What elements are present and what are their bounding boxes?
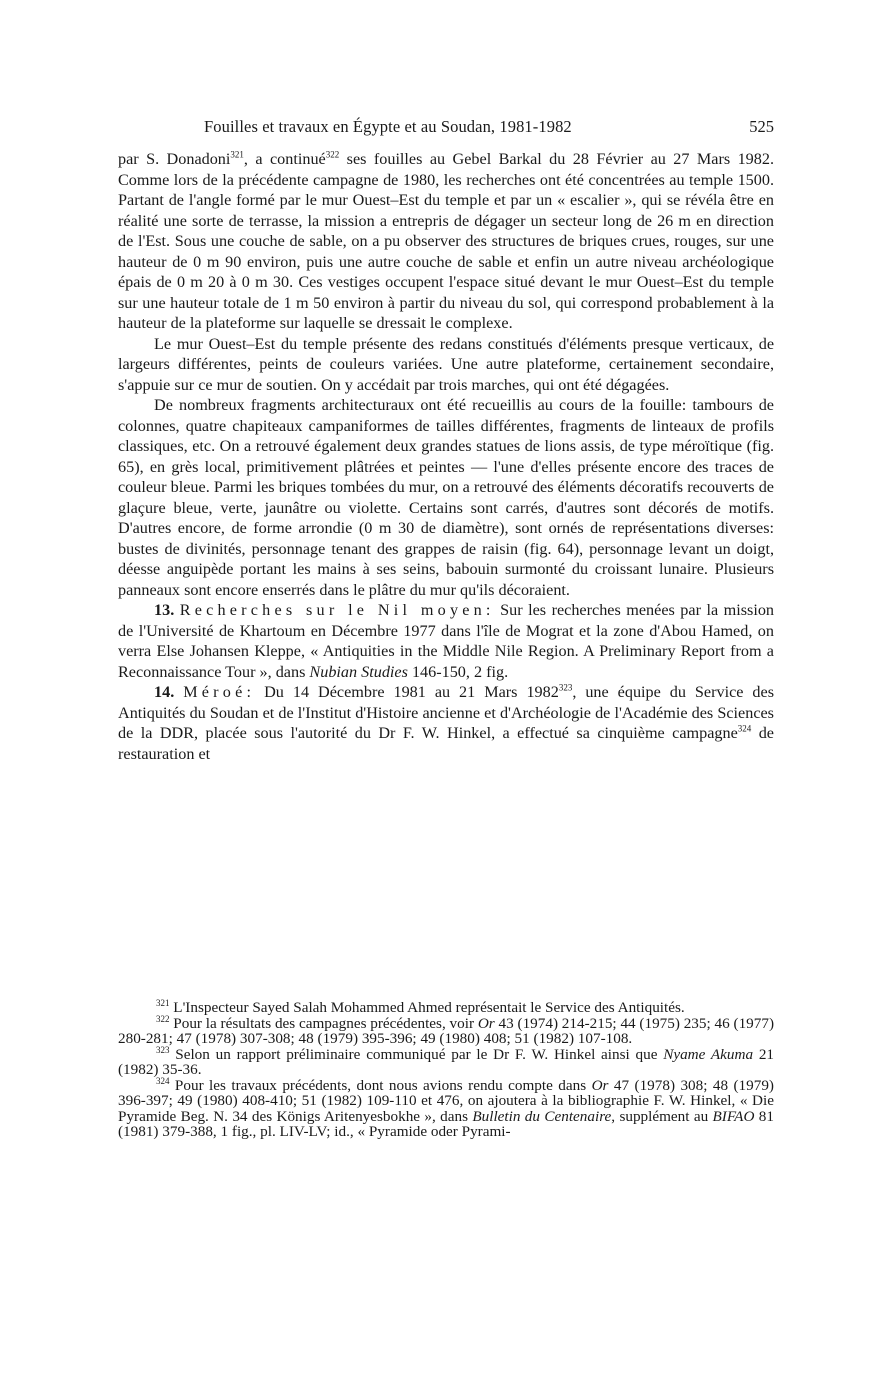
footnote-321: $^{321}$ L'Inspecteur Sayed Salah Mohammed Ahmed représentait le Service des Antiquités. <box>156 997 685 1016</box>
footnote-ref-321: 321 <box>230 149 244 160</box>
section-heading-meroe: Méroé: <box>183 683 256 701</box>
footnotes <box>118 997 775 1140</box>
paragraph-section-13: 13. Recherches sur le Nil moyen: Sur les recherches menées par la mission de l'Université de Khartoum en Décembre 1977 dans l'île de Mograt et la zone d'Abou Hamed, on verra Else Johansen Kleppe, « Antiquities in the Middle Nile Region. A Preliminary Report from a Reconnaissance Tour », dans Nubian Studies 146-150, 2 fig. <box>118 601 775 681</box>
paragraph-mur-ouest-est: Le mur Ouest–Est du temple présente des redans constitués d'éléments presque verticaux, de largeurs différentes, peints de couleurs variées. Une autre plateforme, certainement secondaire, s'appuie sur ce mur de soutien. On y accédait par trois marches, qui ont été dégagées. <box>118 334 774 394</box>
section-number-14: 14. <box>154 683 175 701</box>
footnote-322: $^{322}$ Pour la résultats des campagnes précédentes, voir Or 43 (1974) 214-215; 44 (1975) 235; 46 (1977) 280-281; 47 (1978) 307-308; 48 (1979) 395-396; 49 (1980) 408; 51 (1982) 107-108. <box>118 1013 774 1047</box>
footnote-324: $^{324}$ Pour les travaux précédents, dont nous avions rendu compte dans Or 47 (1978) 308; 48 (1979) 396-397; 49 (1980) 408-410; 51 (1982) 109-110 et 476, on ajoutera à la bibliographie F. W. Hinkel, « Die Pyramide Beg. N. 34 des Königs Aritenyesbokhe », dans Bulletin du Centenaire, supplément au BIFAO 81 (1981) 379-388, 1 fig., pl. LIV-LV; id., « Pyramide oder Pyrami- <box>118 1075 774 1140</box>
page-number: 525 <box>749 117 774 136</box>
paragraph-gebel-barkal: par S. Donadoni$^{321}$, a continué$^{322}$ ses fouilles au Gebel Barkal du 28 Février au 27 Mars 1982. Comme lors de la précédente campagne de 1980, les recherches ont été concentrées au temple 1500. Partant de l'angle formé par le mur Ouest–Est du temple et par un « escalier », qui se révéla être en réalité une sorte de terrasse, la mission a entrepris de dégager un secteur long de 26 m en direction de l'Est. Sous une couche de sable, on a pu observer des structures de briques crues, rouges, sur une hauteur de 0 m 90 environ, puis une autre couche de sable et enfin un autre niveau archéologique épais de 0 m 20 à 0 m 30. Ces vestiges occupent l'espace situé devant le mur Ouest–Est du temple sur une hauteur totale de 1 m 50 environ à partir du niveau du sol, qui correspond probablement à la hauteur de la plateforme sur laquelle se dressait le complexe. <box>118 149 774 332</box>
footnote-323: $^{323}$ Selon un rapport préliminaire communiqué par le Dr F. W. Hinkel ainsi que Nyame Akuma 21 (1982) 35-36. <box>118 1044 775 1078</box>
footnote-ref-323: 323 <box>558 682 573 693</box>
section-number-13: 13. <box>154 601 175 619</box>
running-header <box>118 117 774 139</box>
paragraph-fragments: De nombreux fragments architecturaux ont été recueillis au cours de la fouille: tambours de colonnes, quatre chapiteaux campaniformes de tailles différentes, fragments de linteaux de profils classiques, etc. On a retrouvé également deux grandes statues de lions assis, de type méroïtique (fig. 65), en grès local, primitivement plâtrées et peintes — l'une d'elles présente encore des traces de couleur bleue. Parmi les briques tombées du mur, on a retrouvé des éléments décoratifs recouverts de glaçure bleue, verte, jaunâtre ou violette. Certains sont carrés, d'autres sont décorés de motifs. D'autres encore, de forme arrondie (0 m 30 de diamètre), sont ornés de représentations diverses: bustes de divinités, personnage tenant des grappes de raisin (fig. 64), personnage levant un doigt, déesse anguipède portant les mains à ses seins, babouin surmonté du croissant lunaire. Plusieurs panneaux sont encore enserrés dans le plâtre du mur qu'ils décoraient. <box>118 396 774 599</box>
paragraph-section-14: 14. Méroé: Du 14 Décembre 1981 au 21 Mars 1982$^{323}$, une équipe du Service des Antiquités du Soudan et de l'Institut d'Histoire ancienne et d'Archéologie de l'Académie des Sciences de la DDR, placée sous l'autorité du Dr F. W. Hinkel, a effectué sa cinquième campagne$^{324}$ de restauration et <box>118 682 775 763</box>
footnote-ref-322: 322 <box>325 149 340 160</box>
running-title: Fouilles et travaux en Égypte et au Soudan, 1981-1982 <box>204 117 572 136</box>
section-heading-nil-moyen: Recherches sur le Nil moyen: <box>179 601 495 619</box>
footnote-ref-324: 324 <box>737 723 752 734</box>
body-text <box>118 149 774 764</box>
